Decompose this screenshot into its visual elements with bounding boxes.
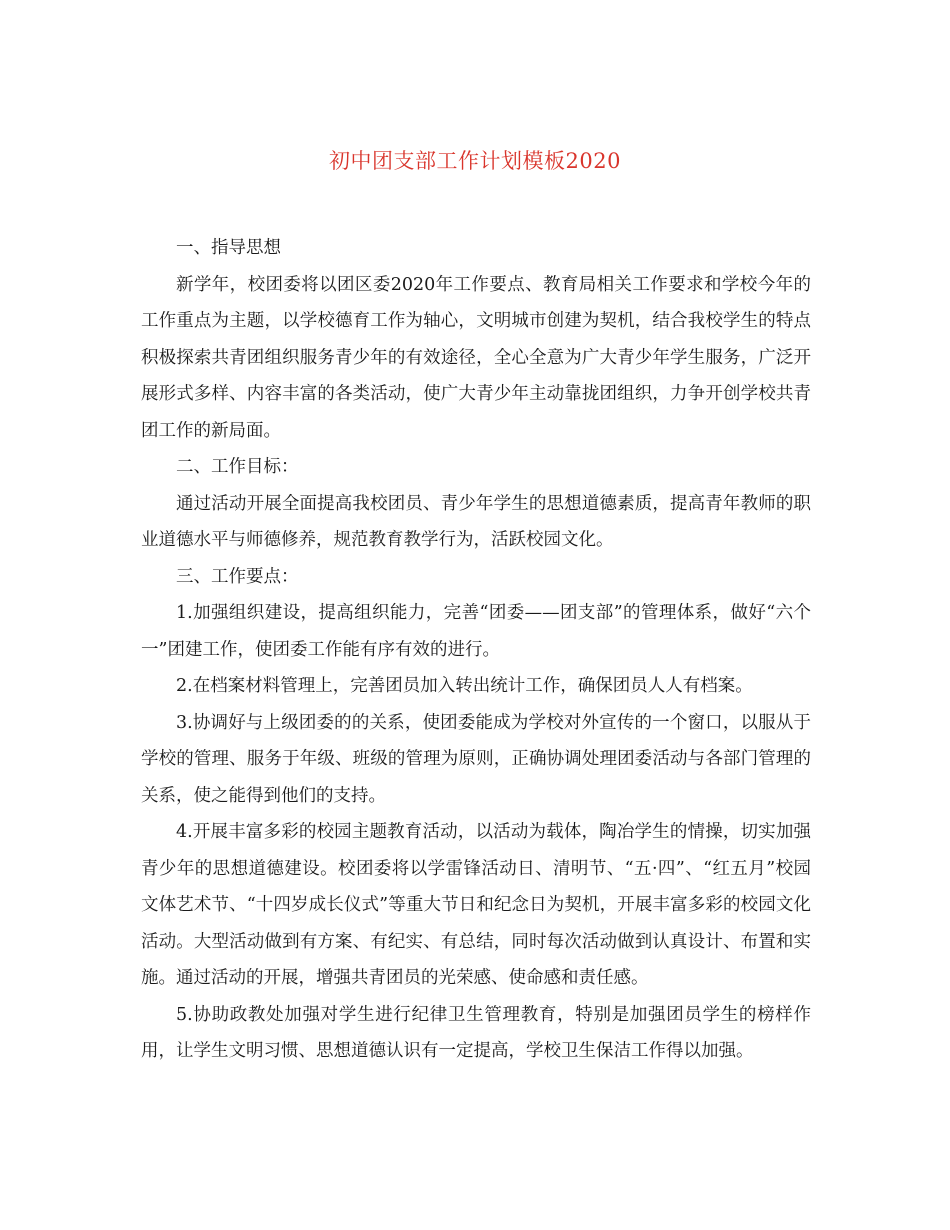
list-item: 1.加强组织建设，提高组织能力，完善“团委——团支部”的管理体系，做好“六个一”团建工作，使团委工作能有序有效的进行。 — [141, 603, 811, 660]
paragraph-work-goals: 通过活动开展全面提高我校团员、青少年学生的思想道德素质，提高青年教师的职业道德水平与师德修养，规范教育教学行为，活跃校园文化。 — [141, 493, 811, 550]
section-heading-work-goals: 二、工作目标： — [176, 457, 299, 477]
list-item: 5.协助政教处加强对学生进行纪律卫生管理教育，特别是加强团员学生的榜样作用，让学生文明习惯、思想道德认识有一定提高，学校卫生保洁工作得以加强。 — [141, 1004, 811, 1061]
list-item: 4.开展丰富多彩的校园主题教育活动，以活动为载体，陶冶学生的情操，切实加强青少年的思想道德建设。校团委将以学雷锋活动日、清明节、“五·四”、“红五月”校园文体艺术节、“十四岁成长仪式”等重大节日和纪念日为契机，开展丰富多彩的校园文化活动。大型活动做到有方案、有纪实、有总结，同时每次活动做到认真设计、布置和实施。通过活动的开展，增强共青团员的光荣感、使命感和责任感。 — [141, 822, 811, 988]
document-title: 初中团支部工作计划模板2020 — [329, 149, 621, 173]
list-item: 3.协调好与上级团委的的关系，使团委能成为学校对外宣传的一个窗口，以服从于学校的管理、服务于年级、班级的管理为原则，正确协调处理团委活动与各部门管理的关系，使之能得到他们的支持。 — [141, 712, 811, 806]
section-heading-work-points: 三、工作要点： — [176, 566, 299, 587]
document-body — [141, 230, 811, 1070]
section-heading-guiding-ideology: 一、指导思想 — [176, 238, 281, 258]
paragraph-guiding-ideology: 新学年，校团委将以团区委2020年工作要点、教育局相关工作要求和学校今年的工作重点为主题，以学校德育工作为轴心，文明城市创建为契机，结合我校学生的特点积极探索共青团组织服务青少年的有效途径，全心全意为广大青少年学生服务，广泛开展形式多样、内容丰富的各类活动，使广大青少年主动靠拢团组织，力争开创学校共青团工作的新局面。 — [141, 274, 811, 441]
list-item: 2.在档案材料管理上，完善团员加入转出统计工作，确保团员人人有档案。 — [176, 676, 753, 696]
